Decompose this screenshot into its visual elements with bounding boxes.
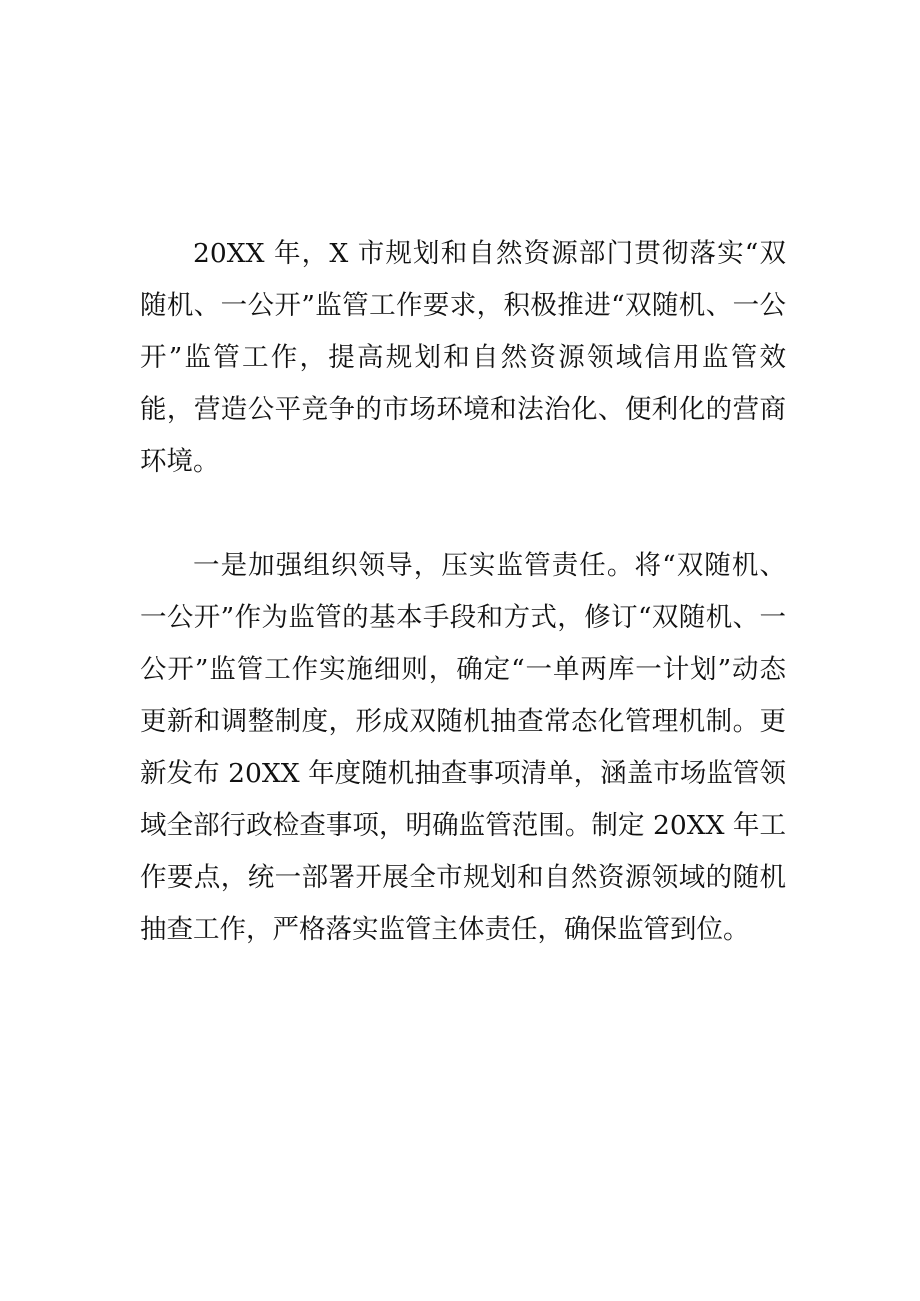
paragraph-intro: 20XX 年，X 市规划和自然资源部门贯彻落实“双随机、一公开”监管工作要求，积极推进“双随机、一公开”监管工作，提高规划和自然资源领域信用监管效能，营造公平竞争的市场环境和法治化、便利化的营商环境。 (140, 238, 786, 477)
paragraph-organization-leadership: 一是加强组织领导，压实监管责任。将“双随机、一公开”作为监管的基本手段和方式，修订“双随机、一公开”监管工作实施细则，确定“一单两库一计划”动态更新和调整制度，形成双随机抽查常态化管理机制。更新发布 20XX 年度随机抽查事项清单，涵盖市场监管领域全部行政检查事项，明确监管范围。制定 20XX 年工作要点，统一部署开展全市规划和自然资源领域的随机抽查工作，严格落实监管主体责任，确保监管到位。 (140, 550, 786, 945)
document-body (140, 228, 786, 956)
